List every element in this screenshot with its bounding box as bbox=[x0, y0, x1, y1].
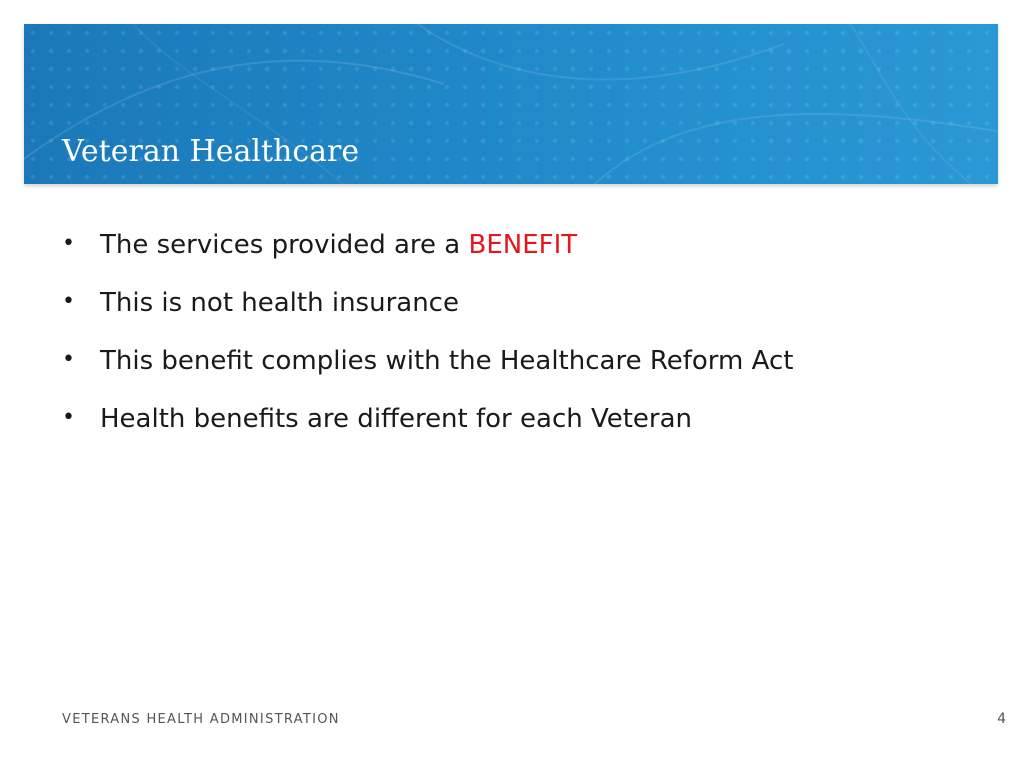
benefit-highlight: BENEFIT bbox=[468, 230, 578, 260]
bullet-item bbox=[62, 398, 962, 456]
bullet-icon: • bbox=[62, 289, 75, 314]
bullet-item bbox=[62, 340, 962, 398]
bullet-text: This benefit complies with the Healthcare Reform Act bbox=[100, 346, 794, 376]
footer-organization-label: VETERANS HEALTH ADMINISTRATION bbox=[62, 712, 340, 727]
bullet-text: Health benefits are different for each Veteran bbox=[100, 404, 693, 434]
bullet-list bbox=[62, 224, 962, 456]
bullet-text bbox=[100, 224, 577, 266]
bullet-item bbox=[62, 282, 962, 340]
bullet-text: This is not health insurance bbox=[100, 288, 459, 318]
slide-title: Veteran Healthcare bbox=[62, 134, 360, 169]
bullet-text-plain: The services provided are a bbox=[100, 230, 469, 260]
bullet-icon: • bbox=[62, 405, 75, 430]
bullet-icon: • bbox=[62, 231, 75, 256]
bullet-item bbox=[62, 224, 962, 282]
page-number: 4 bbox=[997, 711, 1006, 727]
bullet-icon: • bbox=[62, 347, 75, 372]
